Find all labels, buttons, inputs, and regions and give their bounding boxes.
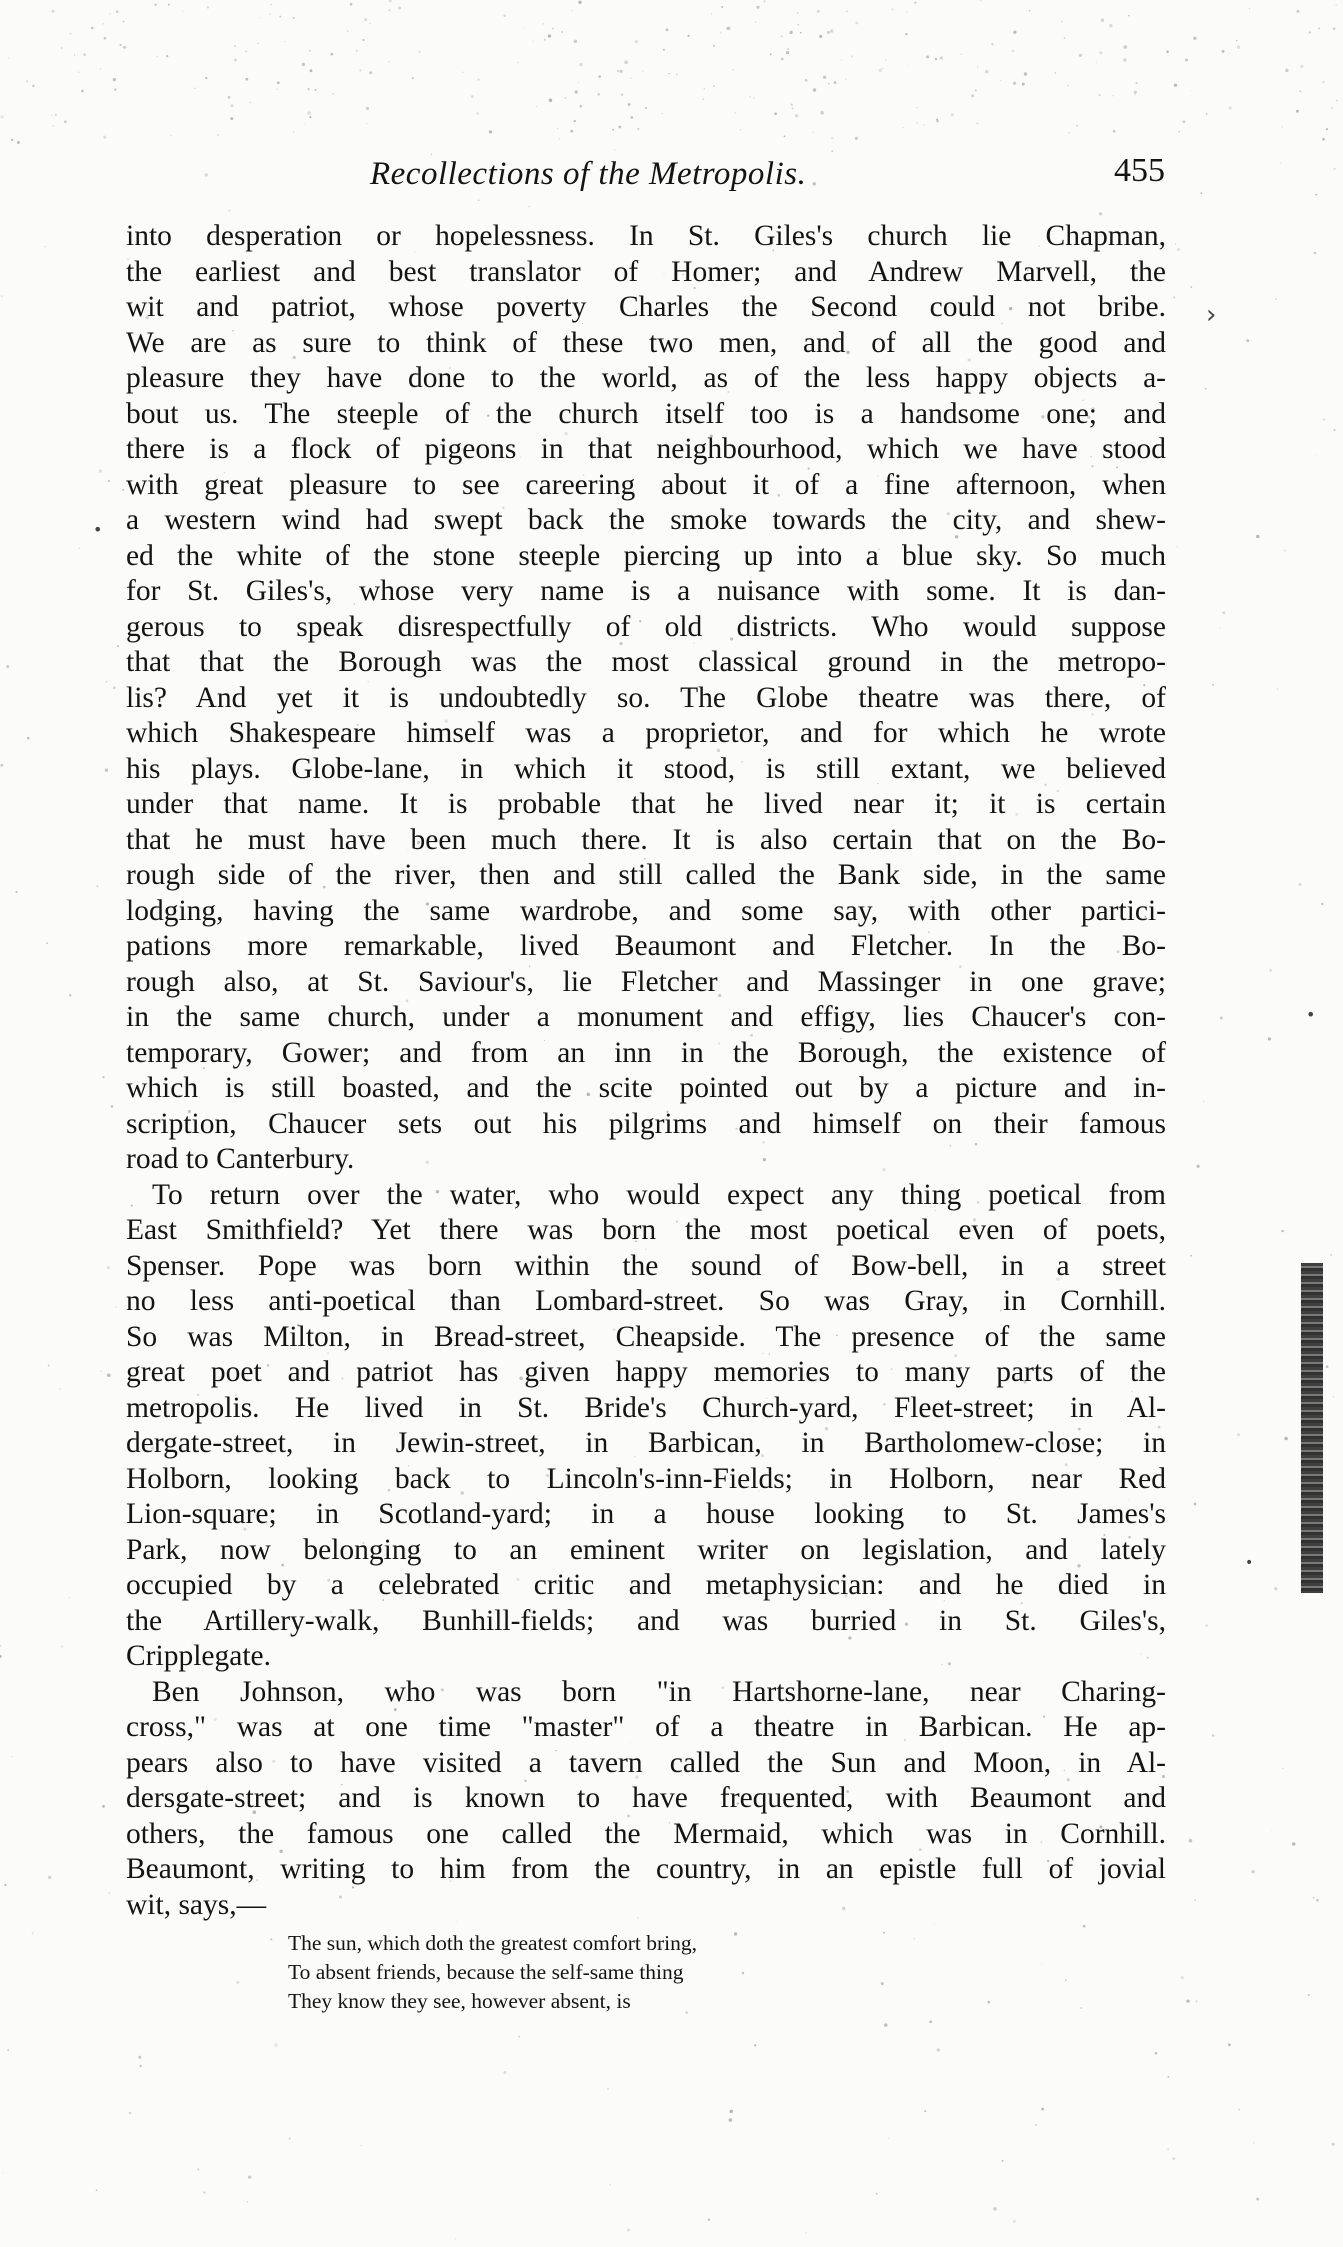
text-line: a western wind had swept back the smoke towards the city, and shew- [126,504,1166,536]
body-text [126,219,1166,2016]
text-line: rough side of the river, then and still called the Bank side, in the same [126,859,1166,891]
verse-line: To absent friends, because the self-same thing [288,1960,684,1984]
text-line: To return over the water, who would expect any thing poetical from [152,1178,1166,1211]
text-line: metropolis. He lived in St. Bride's Church-yard, Fleet-street; in Al- [126,1391,1166,1424]
margin-mark-dot: • [93,520,103,539]
text-line: others, the famous one called the Mermaid, which was in Cornhill. [126,1817,1166,1850]
text-line: lis? And yet it is undoubtedly so. The Globe theatre was there, of [126,681,1166,714]
text-line: Spenser. Pope was born within the sound of Bow-bell, in a street [126,1249,1166,1282]
verse-line: The sun, which doth the greatest comfort bring, [288,1931,697,1955]
text-line: gerous to speak disrespectfully of old districts. Who would suppose [126,610,1166,643]
page-header [125,152,1165,202]
text-line: with great pleasure to see careering about it of a fine afternoon, when [126,468,1166,501]
text-line: pleasure they have done to the world, as of the less happy objects a- [126,362,1166,394]
text-line: dergate-street, in Jewin-street, in Barbican, in Bartholomew-close; in [126,1427,1166,1459]
text-line: under that name. It is probable that he lived near it; it is certain [126,788,1166,820]
text-line: temporary, Gower; and from an inn in the Borough, the existence of [126,1036,1166,1069]
text-line: Beaumont, writing to him from the country, in an epistle full of jovial [126,1853,1166,1885]
text-line: wit, says,— [126,1888,267,1921]
text-line: cross," was at one time "master" of a theatre in Barbican. He ap- [126,1711,1166,1743]
verse-line: They know they see, however absent, is [288,1989,631,2013]
margin-scan-bar [1301,1263,1323,1593]
text-line: scription, Chaucer sets out his pilgrims and himself on their famous [126,1107,1166,1140]
text-line: his plays. Globe-lane, in which it stood, is still extant, we believed [126,752,1166,785]
text-line: for St. Giles's, whose very name is a nuisance with some. It is dan- [126,575,1166,607]
text-line: East Smithfield? Yet there was born the most poetical even of poets, [126,1214,1166,1246]
text-line: rough also, at St. Saviour's, lie Fletcher and Massinger in one grave; [126,965,1166,998]
paragraph-lines [126,219,1166,1923]
verse-quotation [126,1929,1166,2016]
text-line: into desperation or hopelessness. In St. Giles's church lie Chapman, [126,220,1166,252]
text-line: that that the Borough was the most classical ground in the metropo- [126,646,1166,678]
text-line: wit and patriot, whose poverty Charles the Second could not bribe. [126,291,1166,323]
text-line: in the same church, under a monument and effigy, lies Chaucer's con- [126,1001,1166,1033]
text-line: which Shakespeare himself was a proprietor, and for which he wrote [126,717,1166,749]
text-line: the Artillery-walk, Bunhill-fields; and was burried in St. Giles's, [126,1604,1166,1637]
text-line: Ben Johnson, who was born "in Hartshorne-lane, near Charing- [152,1675,1166,1708]
text-line: Holborn, looking back to Lincoln's-inn-Fields; in Holborn, near Red [126,1462,1166,1495]
text-line: So was Milton, in Bread-street, Cheapside. The presence of the same [126,1320,1166,1353]
page-number: 455 [1114,152,1165,189]
text-line: pations more remarkable, lived Beaumont and Fletcher. In the Bo- [126,930,1166,962]
text-line: the earliest and best translator of Homer; and Andrew Marvell, the [126,255,1166,288]
margin-mark-dot: • [1306,1005,1316,1024]
text-line: bout us. The steeple of the church itself too is a handsome one; and [126,397,1166,430]
text-line: there is a flock of pigeons in that neighbourhood, which we have stood [126,433,1166,465]
text-line: ed the white of the stone steeple piercing up into a blue sky. So much [126,539,1166,572]
text-line: occupied by a celebrated critic and metaphysician: and he died in [126,1569,1166,1601]
text-line: pears also to have visited a tavern called the Sun and Moon, in Al- [126,1746,1166,1779]
text-line: Lion-square; in Scotland-yard; in a house looking to St. James's [126,1498,1166,1530]
text-line: Cripplegate. [126,1640,271,1672]
text-line: We are as sure to think of these two men, and of all the good and [126,326,1166,359]
text-line: road to Canterbury. [126,1143,355,1175]
text-line: Park, now belonging to an eminent writer on legislation, and lately [126,1533,1166,1566]
text-line: lodging, having the same wardrobe, and some say, with other partici- [126,894,1166,927]
margin-mark-arrow: › [1206,300,1217,330]
text-line: that he must have been much there. It is also certain that on the Bo- [126,823,1166,856]
running-head: Recollections of the Metropolis. [370,156,807,192]
margin-mark-dot: • [1245,1555,1254,1571]
text-line: dersgate-street; and is known to have frequented, with Beaumont and [126,1782,1166,1814]
text-line: which is still boasted, and the scite pointed out by a picture and in- [126,1072,1166,1104]
text-line: great poet and patriot has given happy memories to many parts of the [126,1356,1166,1388]
text-line: no less anti-poetical than Lombard-street. So was Gray, in Cornhill. [126,1285,1166,1317]
